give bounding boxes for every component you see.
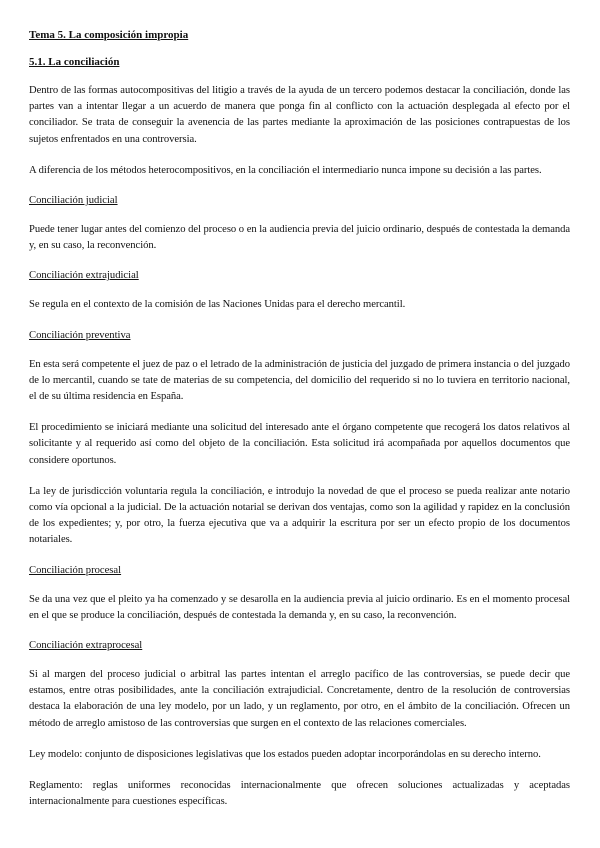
body-paragraph: La ley de jurisdicción voluntaria regula la conciliación, e introdujo la novedad de que el proceso se pueda realizar ante notario como vía opcional a la judicial. De la actuación notarial se derivan dos ventajas, como son la agilidad y rapidez en la conclusión de los expedientes; y, por otro, la fuerza ejecutiva que va a adquirir la escritura por ser un efecto propio de los documentos notariales.	[29, 485, 570, 546]
body-paragraph: Puede tener lugar antes del comienzo del proceso o en la audiencia previa del juicio ordinario, después de contestada la demanda y, en su caso, la reconvención.	[29, 224, 570, 252]
subheading-conciliacion-extrajudicial: Conciliación extrajudicial	[29, 270, 139, 282]
subheading-conciliacion-judicial: Conciliación judicial	[29, 195, 118, 207]
section-title: 5.1. La conciliación	[29, 56, 120, 68]
body-paragraph: En esta será competente el juez de paz o el letrado de la administración de justicia del juzgado de primera instancia o del juzgado de lo mercantil, cuando se tate de materias de su competencia, del domicilio del requerido si no lo tuviera en territorio nacional, el de su última residencia en España.	[29, 358, 570, 403]
body-paragraph: Ley modelo: conjunto de disposiciones legislativas que los estados pueden adoptar incorporándolas en su derecho interno.	[29, 748, 541, 760]
body-paragraph: Se regula en el contexto de la comisión de las Naciones Unidas para el derecho mercantil.	[29, 299, 406, 311]
subheading-conciliacion-procesal: Conciliación procesal	[29, 564, 122, 576]
subheading-conciliacion-extraprocesal: Conciliación extraprocesal	[29, 640, 143, 652]
body-paragraph: Reglamento: reglas uniformes reconocidas internacionalmente que ofrecen soluciones actualizadas y aceptadas internacionalmente para cuestiones específicas.	[29, 780, 570, 808]
body-paragraph: Si al margen del proceso judicial o arbitral las partes intentan el arreglo pacífico de las controversias, se puede decir que estamos, entre otras posibilidades, ante la conciliación extrajudicial. Concretamente, dentro de la resolución de controversias destaca la elaboración de una ley modelo, por un lado, y un reglamento, por otro, en el ámbito de la conciliación. Ofrecen un método de arreglo amistoso de las controversias que surgen en el contexto de las relaciones comerciales.	[29, 669, 570, 729]
body-paragraph: Se da una vez que el pleito ya ha comenzado y se desarolla en la audiencia previa al juicio ordinario. Es en el momento procesal en el que se produce la conciliación, después de contestada la demanda y, en su caso, la reconvención.	[29, 593, 570, 621]
intro-paragraph: Dentro de las formas autocompositivas del litigio a través de la ayuda de un tercero podemos destacar la conciliación, donde las partes van a intentar llegar a un acuerdo de manera que ponga fin al conflicto con la actuación desplegada al efecto por el conciliador. Se trata de conseguir la avenencia de las partes mediante la aproximación de las posiciones contrapuestas de los sujetos enfrentados en una controversia.	[29, 85, 570, 145]
body-paragraph: El procedimiento se iniciará mediante una solicitud del interesado ante el órgano competente que recogerá los datos relativos al solicitante y al requerido así como del objeto de la conciliación. Esta solicitud irá acompañada por aquellos documentos que considere oportunos.	[29, 422, 570, 466]
subheading-conciliacion-preventiva: Conciliación preventiva	[29, 329, 131, 341]
document-title: Tema 5. La composición impropia	[29, 29, 189, 41]
intro-paragraph: A diferencia de los métodos heterocompositivos, en la conciliación el intermediario nunca impone su decisión a las partes.	[29, 164, 542, 176]
